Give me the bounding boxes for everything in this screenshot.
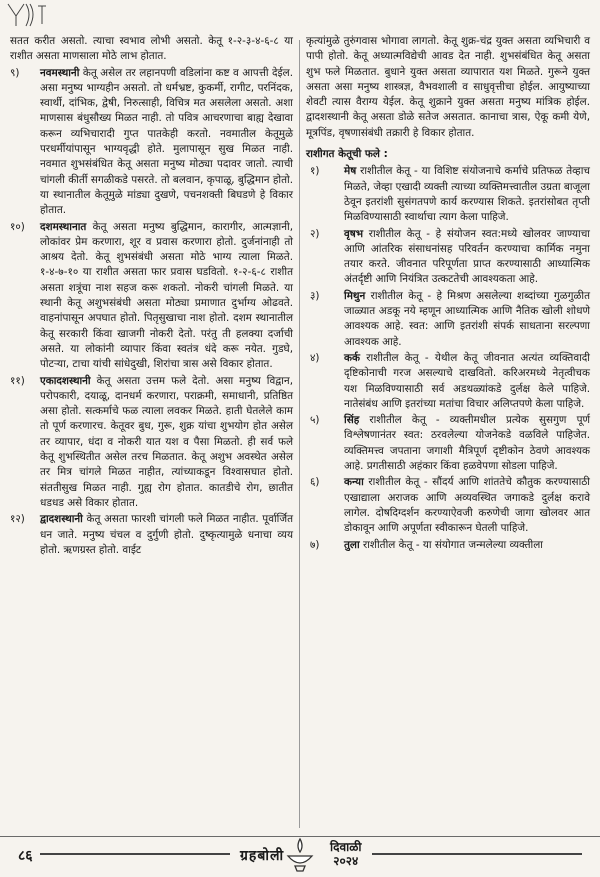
item-number: ५): [310, 414, 320, 427]
left-intro-paragraph: सतत करीत असतो. त्याचा स्वभाव लोभी असतो. केतू १-२-३-४-६-८ या राशीत असता माणसाला मोठे लाभ होतात.: [10, 35, 293, 63]
sign-aries-item: [306, 164, 590, 225]
item-text: केतू असेल तर लहानपणी वडिलांना कष्ट व आपत्ती देईल. असा मनुष्य भाग्यहीन असतो. तो धर्मभ्रष्ट, कुकर्मी, रागीट, परनिंदक, स्वार्थी, दांभिक, द्वेषी, निरुत्साही, विचित्र मत असलेला असतो. अशा माणसास बंधुसौख्य मिळत नाही. तो पवित्र आचरणाचा बाह्य देखावा करून व्यभिचारादी गुप्त पातकेही करतो. नवमातील केतूमुळे परधर्मीयांपासून भाग्यवृद्धी होते. मुलापासून सुख मिळत नाही. नवमात शुभसंबंधित केतू असता मनुष्य मोठ्या पदावर जातो. त्याची चांगली कीर्ती सगळीकडे पसरते. तो बलवान, कृपाळू, बुद्धिमान होतो. या स्थानातील केतूमुळे मांड्या दुखणे, पचनशक्ती बिघडणे हे विकार होतात.: [40, 66, 293, 217]
item-body: [40, 512, 293, 558]
item-body: [344, 351, 590, 412]
item-number: १२): [10, 513, 25, 526]
item-text: राशीतील केतू - हे मिश्रण असलेल्या शब्दांच्या गुळगुळीत जाळ्यात अडकू नये म्हणून आध्यात्मिक आणि नैतिक खोली शोधणे आवश्यक आहे. स्वत: आणि इतरांशी संपर्क साधताना सरल्पणा आवश्यक आहे.: [344, 289, 590, 348]
sign-leo-item: [306, 413, 590, 474]
item-number: ३): [310, 289, 320, 302]
item-title: मेष: [344, 165, 357, 178]
sign-gemini-item: [306, 289, 590, 350]
item-text: राशीतील केतू - हे संयोजन स्वत:मध्ये खोलवर जाण्याचा आणि आंतरिक संसाधनांसह परिवर्तन करण्याचा कार्मिक नमुना तयार करते. जीवनात परिपूर्णता प्राप्त करण्यासाठी आध्यात्मिक अंतर्दृष्टी आणि नियंत्रित उत्कटतेची आवश्यकता आहे.: [344, 227, 590, 286]
item-title: मिथुन: [344, 289, 366, 302]
right-intro-paragraph: कृत्यांमुळे तुरुंगवास भोगावा लागतो. केतू शुक्र-चंद्र युक्त असता व्यभिचारी व पापी होतो. केतू अध्यात्मविद्येची आवड देत नाही. शुभसंबंधित केतू असता शुभ फले मिळतात. बुधाने युक्त असता व्यापारात यश मिळते. गुरूने युक्त असता असा मनुष्य शास्त्रज्ञ, वैभवशाली व साधुवृत्तीचा होईल. आयुष्याच्या शेवटी त्यास वैराग्य येईल. केतू शुक्राने युक्त असता मनुष्य मांत्रिक होईल. द्वादशस्थानी केतू असता डोळे सतेज असतात. कानाचा त्रास, ऐकू कमी येणे, मूत्रपिंड, वृषणासंबंधी तक्रारी हे विकार होतात.: [306, 35, 590, 139]
item-title: एकादशस्थानी: [40, 374, 91, 387]
item-text: केतू असता फारशी चांगली फले मिळत नाहीत. पूर्वार्जित धन जाते. मनुष्य चंचल व दुर्गुणी होतो. दुष्कृत्यामुळे धनाचा व्यय होतो. ऋणग्रस्त होतो. वाईट: [40, 513, 293, 556]
column-divider: [299, 40, 300, 828]
diya-lamp-icon: [283, 836, 317, 874]
item-number: १०): [10, 220, 25, 233]
item-title: द्वादशस्थानी: [40, 513, 83, 526]
item-text: केतू असता मनुष्य बुद्धिमान, कारागीर, आत्मज्ञानी, लोकांवर प्रेम करणारा, शूर व प्रवास करणारा होतो. दुर्जनांनाही तो आश्रय देतो. केतू शुभसंबंधी असता मोठे भाग्य त्याला मिळते. १-४-७-१० या राशीत असता फार प्रवास घडवितो. १-२-६-८ राशीत असता शत्रूंचा नाश सहज करू शकतो. नोकरी चांगली मिळते. या स्थानी केतू अशुभसंबंधी असता मोठ्या प्रमाणात दुर्भाग्य ओढवते. वाहनांपासून अपघात होतो. पितृसुखाचा नाश होतो. दशम स्थानातील केतू सरकारी किंवा खाजगी नोकरी देतो. परंतु ती हलक्या दर्जाची असते. या लोकांनी व्यापार किंवा स्वतंत्र धंदे करू नयेत. गुडघे, पोटऱ्या, टाचा यांची सांधेदुखी, शिरांचा त्रास असे विकार होतात.: [40, 220, 293, 371]
left-column: [10, 34, 293, 559]
item-number: ७): [310, 538, 320, 551]
item-text: राशीतील केतू - या विशिष्ट संयोजनाचे कर्माचे प्रतिफळ तेव्हाच मिळते, जेव्हा एखादी व्यक्ती त्याच्या व्यक्तिमत्त्वातील उग्रता बाजूला ठेवून इतरांशी सुसंगतपणे कार्य करण्यास शिकते. इतरांसोबत तृप्ती मिळविण्यासाठी स्वार्थाचा त्याग केला पाहिजे.: [344, 165, 590, 224]
item-body: [344, 227, 590, 288]
item-title: कन्या: [344, 476, 364, 489]
magazine-title: ग्रहबोली: [240, 848, 285, 864]
footer-bar-right: [372, 853, 582, 855]
item-body: [344, 538, 590, 553]
sign-libra-item: [306, 538, 590, 553]
item-title: वृषभ: [344, 227, 364, 240]
issue-label: [330, 840, 362, 868]
item-title: नवमस्थानी: [40, 66, 80, 79]
item-number: ९): [10, 66, 20, 79]
sign-taurus-item: [306, 227, 590, 288]
item-title: कर्क: [344, 351, 360, 364]
item-number: ११): [10, 374, 25, 387]
sign-virgo-item: [306, 475, 590, 536]
item-text: राशीतील केतू - सौंदर्य आणि शांततेचे कौतुक करण्यासाठी एखाद्याला अराजक आणि अव्यवस्थित जगाकडे दुर्लक्ष करावे लागेल. दोषदिग्दर्शन करण्याऐवजी करुणेची जागा खोलवर आत डोकावून आणि अपूर्णता स्वीकारून घेतली पाहिजे.: [344, 476, 590, 535]
item-body: [344, 475, 590, 536]
item-title: तुला: [344, 538, 360, 551]
item-text: राशीतील केतू - या संयोगात जन्मलेल्या व्यक्तीला: [359, 538, 543, 551]
house-10-item: [10, 220, 293, 373]
item-number: २): [310, 227, 320, 240]
item-body: [40, 66, 293, 219]
house-9-item: [10, 66, 293, 219]
section-heading: राशीगत केतूची फले :: [306, 148, 388, 161]
issue-year: २०२४: [333, 854, 359, 868]
house-11-item: [10, 374, 293, 512]
item-number: ६): [310, 476, 320, 489]
page-number: ८६: [18, 848, 33, 864]
issue-festival: दिवाळी: [330, 840, 362, 854]
item-text: केतू असता उत्तम फले देतो. असा मनुष्य विद्वान, परोपकारी, दयाळू, दानधर्म करणारा, पराक्रमी, समाधानी, प्रतिष्ठित असा होतो. सत्कर्माचे फळ त्याला लवकर मिळते. हाती घेतलेले काम तो पूर्ण करणारच. केतूवर बुध, गुरू, शुक्र यांचा शुभयोग होत असेल तर व्यापार, धंदा व नोकरी यात यश व पैसा मिळतो. ही सर्व फले केतू शुभस्थितीत असेल तरच मिळतात. केतू अशुभ अवस्थेत असेल तर मित्र चांगले मिळत नाहीत, त्यांच्याकडून विश्वासघात होतो. संततीसुख मिळत नाही. गुह्य रोग होतात. कातडीचे रोग, छातीत धडधड असे विकार होतात.: [40, 374, 293, 509]
item-title: सिंह: [344, 414, 360, 427]
item-text: राशीतील केतू - व्यक्तीमधील प्रत्येक सुसगुण पूर्ण विश्लेषणानंतर स्वत: ठरवलेल्या योजनेकडे वळविले पाहिजेत. व्यक्तिमत्त्व जपताना जगाशी मैत्रिपूर्ण दृष्टीकोन ठेवणे आवश्यक आहे. प्रगतीसाठी अहंकार किंवा हळवेपणा सोडला पाहिजे.: [344, 414, 590, 473]
item-body: [344, 413, 590, 474]
item-body: [40, 220, 293, 373]
item-number: १): [310, 165, 320, 178]
item-body: [40, 374, 293, 512]
sign-cancer-item: [306, 351, 590, 412]
item-body: [344, 164, 590, 225]
item-body: [344, 289, 590, 350]
item-number: ४): [310, 351, 320, 364]
item-text: राशीतील केतू - येथील केतू जीवनात अत्यंत व्यक्तिवादी दृष्टिकोनाची गरज असल्याचे दाखवितो. करिअरमध्ये नेतृत्वीचक यश मिळविण्यासाठी सर्व अडथळ्यांकडे दुर्लक्ष केले पाहिजे. नातेसंबंध आणि इतरांच्या मतांचा विचार अलिप्तपणे केला पाहिजे.: [344, 351, 590, 410]
right-column: [306, 34, 590, 554]
top-ornament-icon: [4, 2, 50, 28]
footer-bar-left: [40, 853, 230, 855]
item-title: दशमस्थानात: [40, 220, 87, 233]
house-12-item: [10, 512, 293, 558]
